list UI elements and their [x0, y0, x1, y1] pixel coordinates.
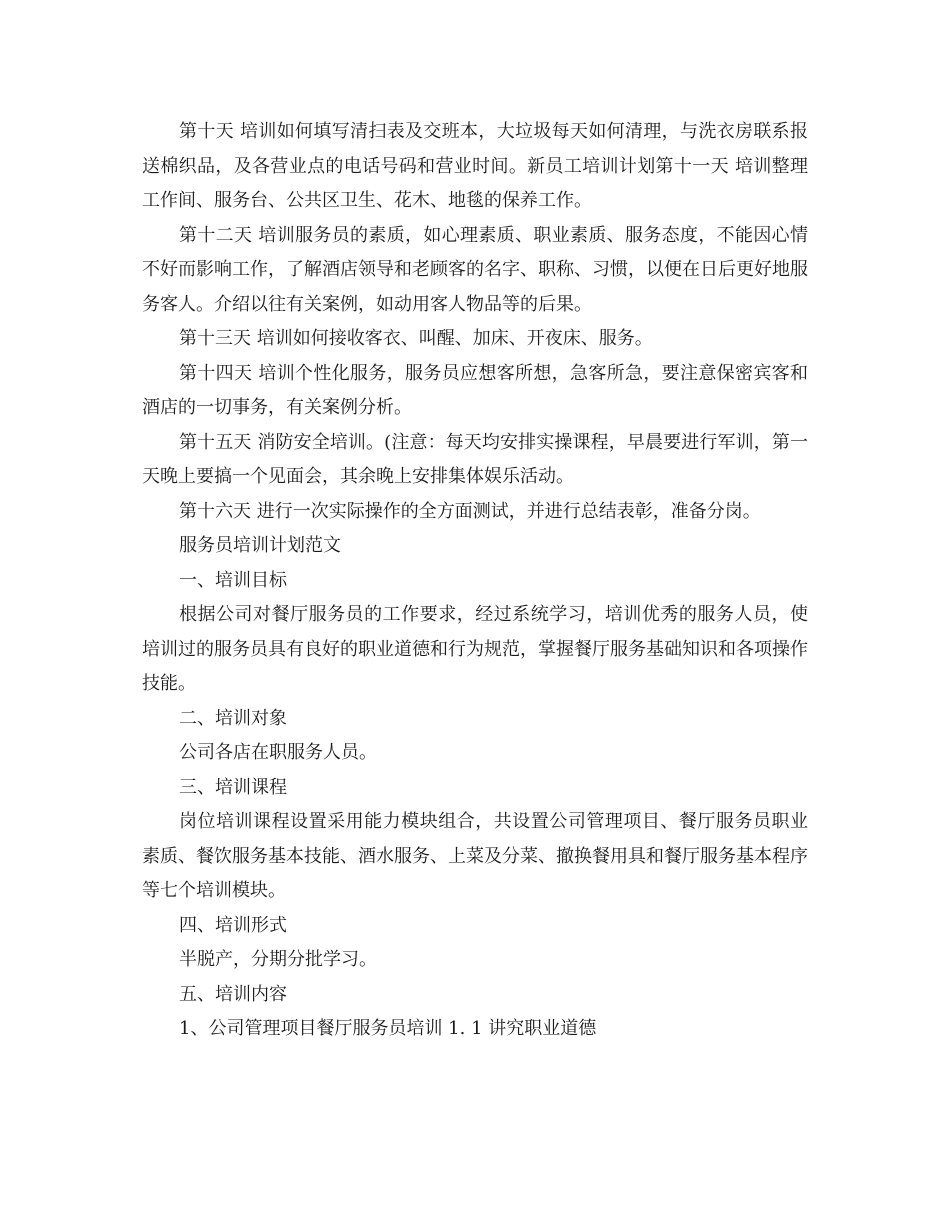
paragraph-day-15: 第十五天 消防安全培训。(注意：每天均安排实操课程，早晨要进行军训，第一天晚上要搞一个见面会，其余晚上安排集体娱乐活动。 — [142, 431, 808, 487]
paragraph-training-form: 半脱产，分期分批学习。 — [179, 949, 377, 970]
heading-training-form: 四、培训形式 — [179, 914, 287, 936]
paragraph-training-target: 公司各店在职服务人员。 — [179, 742, 377, 763]
paragraph-training-course: 岗位培训课程设置采用能力模块组合，共设置公司管理项目、餐厅服务员职业素质、餐饮服务基本技能、酒水服务、上菜及分菜、撤换餐用具和餐厅服务基本程序等七个培训模块。 — [142, 811, 808, 901]
paragraph-training-goal: 根据公司对餐厅服务员的工作要求，经过系统学习，培训优秀的服务人员，使培训过的服务员具有良好的职业道德和行为规范，掌握餐厅服务基础知识和各项操作技能。 — [142, 604, 808, 694]
paragraph-day-10: 第十天 培训如何填写清扫表及交班本，大垃圾每天如何清理，与洗衣房联系报送棉织品，及各营业点的电话号码和营业时间。新员工培训计划第十一天 培训整理工作间、服务台、公共区卫生、花木、地毯的保养工作。 — [142, 121, 808, 211]
section-title-sample: 服务员培训计划范文 — [179, 535, 341, 556]
paragraph-day-12: 第十二天 培训服务员的素质，如心理素质、职业素质、服务态度，不能因心情不好而影响工作，了解酒店领导和老顾客的名字、职称、习惯，以便在日后更好地服务客人。介绍以往有关案例，如动用客人物品等的后果。 — [142, 224, 808, 315]
heading-training-target: 二、培训对象 — [179, 707, 287, 729]
heading-training-goal: 一、培训目标 — [179, 569, 287, 591]
paragraph-day-13: 第十三天 培训如何接收客衣、叫醒、加床、开夜床、服务。 — [179, 328, 653, 349]
heading-training-course: 三、培训课程 — [179, 776, 287, 798]
document-body — [142, 115, 808, 1047]
paragraph-day-16: 第十六天 进行一次实际操作的全方面测试，并进行总结表彰，准备分岗。 — [179, 500, 761, 522]
paragraph-day-14: 第十四天 培训个性化服务，服务员应想客所想，急客所急，要注意保密宾客和酒店的一切事务，有关案例分析。 — [142, 362, 808, 418]
paragraph-training-content-1: 1、公司管理项目餐厅服务员培训 1. 1 讲究职业道德 — [179, 1018, 597, 1039]
heading-training-content: 五、培训内容 — [179, 983, 287, 1005]
